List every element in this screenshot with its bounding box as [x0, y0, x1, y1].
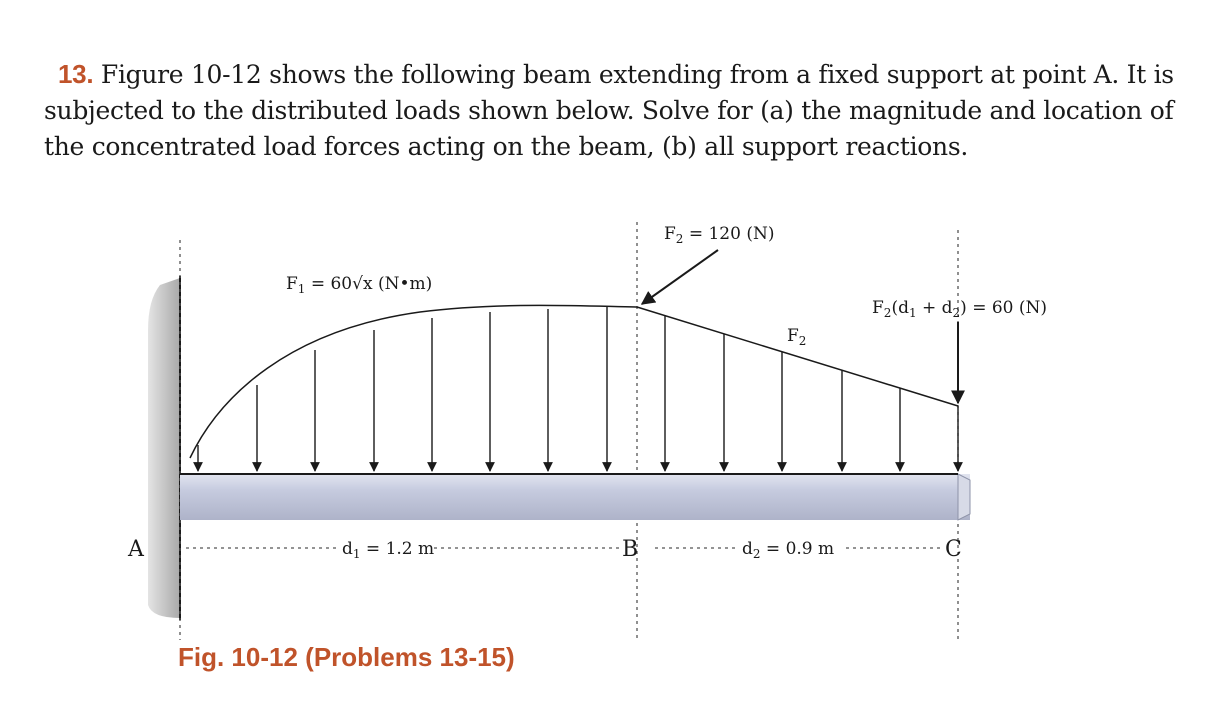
f1-load-label: $F_1 = 60√x$ (N•m)	[286, 274, 433, 296]
f2-end-label: $F_2(d_1 + d_2) = 60$ (N)	[872, 298, 1048, 320]
problem-number: 13.	[58, 59, 94, 89]
d2-dimension-label: $d_2 = 0.9$ m	[742, 539, 835, 561]
figure-caption: Fig. 10-12 (Problems 13-15)	[178, 642, 515, 672]
linear-load-line	[637, 307, 958, 406]
point-c-label: C	[945, 537, 962, 562]
point-b-label: B	[622, 537, 639, 562]
f2-max-pointer-arrow	[642, 250, 718, 304]
load-arrows	[198, 307, 958, 471]
f2-max-label: $F_2 = 120$ (N)	[664, 224, 775, 246]
d1-dimension-label: $d_1 = 1.2$ m	[342, 539, 435, 561]
fixed-support-wall	[148, 278, 180, 618]
point-a-label: A	[128, 537, 144, 562]
problem-text: Figure 10-12 shows the following beam extending from a fixed support at point A. It is subjected to the distributed loads shown below. Solve for (a) the magnitude and location of the concentrated load forces acting on the beam, (b) all support reactions.	[44, 60, 1174, 161]
f2-load-label: $F_2$	[787, 326, 807, 348]
beam	[180, 474, 970, 520]
